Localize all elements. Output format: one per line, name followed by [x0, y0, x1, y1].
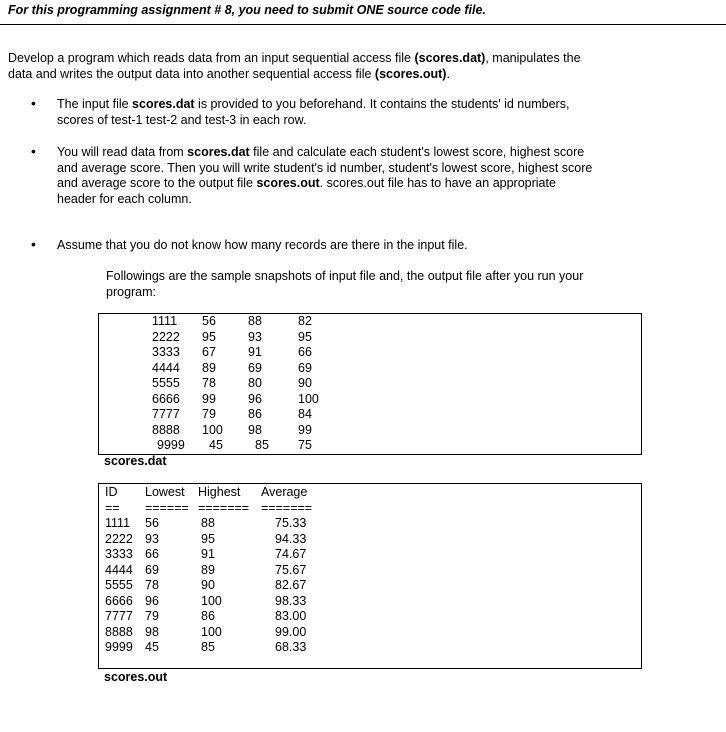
column-header: ID [105, 485, 118, 499]
output-data-cell: 6666 [105, 593, 133, 608]
input-data-cell: 78 [202, 376, 216, 390]
output-data-cell: 69 [145, 562, 159, 577]
input-filename: scores.dat [187, 145, 250, 159]
input-data-cell: 66 [298, 345, 312, 359]
input-data-cell: 93 [248, 329, 262, 344]
output-data-cell: 99.00 [275, 624, 307, 639]
output-data-cell: 86 [201, 609, 215, 623]
input-data-cell: 6666 [152, 391, 180, 406]
output-data-cell: 4444 [105, 562, 133, 577]
output-data-cell: 75.33 [275, 516, 307, 530]
header-separator: ======= [198, 500, 250, 515]
output-data-cell: 66 [145, 547, 159, 561]
bullet-text: You will read data from [57, 145, 188, 159]
bullet-marker: • [31, 95, 36, 111]
intro-text: Develop a program which reads data from an input sequential access file [8, 51, 415, 65]
output-average-header [261, 485, 312, 516]
output-data-cell: 2222 [105, 531, 133, 546]
output-filename: (scores.out) [374, 67, 447, 81]
output-data-cell: 45 [145, 640, 159, 654]
output-data-cell: 7777 [105, 609, 133, 623]
output-data-cell: 82.67 [275, 578, 307, 592]
input-filename: scores.dat [132, 97, 195, 111]
input-data-cell: 96 [248, 391, 262, 406]
sample-intro-text: program: [106, 285, 157, 299]
output-highest-header [198, 485, 249, 516]
input-file-caption: scores.dat [104, 454, 167, 468]
input-data-cell: 79 [202, 407, 216, 421]
input-id-column [152, 314, 185, 454]
input-data-cell: 99 [298, 422, 312, 437]
output-data-cell: 91 [201, 547, 215, 561]
input-file-snapshot [98, 313, 642, 455]
sample-intro [106, 268, 583, 300]
output-id-header [105, 485, 120, 516]
input-filename: (scores.dat) [414, 51, 486, 65]
bullet-text: is provided to you beforehand. It contains the students' id numbers, [194, 97, 570, 111]
output-average-column [275, 516, 306, 656]
intro-paragraph [8, 50, 581, 82]
bullet-text: file and calculate each student's lowest score, highest score [249, 145, 585, 159]
output-data-cell: 93 [145, 531, 159, 546]
input-data-cell: 69 [248, 360, 262, 375]
output-data-cell: 78 [145, 578, 159, 592]
output-lowest-column [145, 516, 159, 656]
output-data-cell: 95 [201, 531, 215, 546]
title-divider [0, 24, 726, 25]
output-data-cell: 9999 [105, 640, 133, 654]
output-data-cell: 98.33 [275, 593, 307, 608]
output-file-caption: scores.out [104, 670, 168, 684]
input-data-cell: 8888 [152, 422, 180, 437]
output-data-cell: 100 [201, 593, 222, 608]
input-data-cell: 75 [298, 438, 312, 452]
output-data-cell: 83.00 [275, 609, 307, 623]
column-header: Highest [198, 485, 241, 499]
input-test1-column [202, 314, 223, 454]
input-data-cell: 45 [209, 438, 223, 452]
output-id-column [105, 516, 133, 656]
input-data-cell: 95 [298, 329, 312, 344]
bullet-item-processing [57, 145, 592, 207]
input-data-cell: 67 [202, 345, 216, 359]
input-data-cell: 69 [298, 360, 312, 375]
output-data-cell: 74.67 [275, 547, 307, 561]
input-data-cell: 4444 [152, 360, 180, 375]
header-separator: == [105, 500, 120, 515]
input-data-cell: 56 [202, 314, 216, 328]
input-data-cell: 80 [248, 376, 262, 390]
input-data-cell: 99 [202, 391, 216, 406]
output-data-cell: 5555 [105, 578, 133, 592]
output-data-cell: 8888 [105, 624, 133, 639]
intro-text: . [446, 67, 450, 81]
input-data-cell: 95 [202, 329, 216, 344]
output-data-cell: 68.33 [275, 640, 307, 654]
output-data-cell: 79 [145, 609, 159, 623]
bullet-text: scores of test-1 test-2 and test-3 in each row. [57, 112, 307, 127]
bullet-text: Assume that you do not know how many records are there in the input file. [57, 238, 468, 252]
input-data-cell: 89 [202, 360, 216, 375]
column-header: Average [261, 485, 308, 499]
output-data-cell: 96 [145, 593, 159, 608]
output-data-cell: 94.33 [275, 531, 307, 546]
intro-text: , manipulates the [485, 51, 581, 65]
output-data-cell: 85 [201, 640, 215, 654]
header-separator: ====== [145, 500, 189, 515]
output-data-cell: 98 [145, 624, 159, 639]
output-file-snapshot [98, 483, 642, 669]
input-data-cell: 82 [298, 314, 312, 328]
output-data-cell: 56 [145, 516, 159, 530]
bullet-item-unknown-records [57, 238, 468, 254]
output-data-cell: 75.67 [275, 562, 307, 577]
input-data-cell: 91 [248, 345, 262, 359]
output-data-cell: 3333 [105, 547, 133, 561]
bullet-marker: • [31, 236, 36, 252]
bullet-marker: • [31, 143, 36, 159]
input-data-cell: 5555 [152, 376, 180, 390]
bullet-text: and average score to the output file [57, 176, 257, 190]
output-data-cell: 90 [201, 578, 215, 592]
output-data-cell: 89 [201, 562, 215, 577]
input-data-cell: 3333 [152, 345, 180, 359]
output-highest-column [201, 516, 222, 656]
input-data-cell: 98 [248, 422, 262, 437]
input-test2-column [248, 314, 269, 454]
bullet-text: header for each column. [57, 191, 192, 206]
bullet-item-input-file [57, 97, 569, 128]
input-data-cell: 9999 [157, 438, 185, 452]
input-data-cell: 7777 [152, 407, 180, 421]
assignment-title: For this programming assignment # 8, you need to submit ONE source code file. [8, 3, 486, 17]
input-data-cell: 100 [202, 422, 223, 437]
input-data-cell: 100 [298, 391, 319, 406]
output-data-cell: 100 [201, 624, 222, 639]
column-header: Lowest [145, 485, 185, 499]
output-lowest-header [145, 485, 189, 516]
input-test3-column [298, 314, 319, 454]
output-filename: scores.out [256, 176, 320, 190]
bullet-text: and average score. Then you will write student's id number, student's lowest score, highest score [57, 160, 593, 175]
input-data-cell: 88 [248, 314, 262, 328]
output-data-cell: 88 [201, 516, 215, 530]
bullet-text: . scores.out file has to have an appropriate [319, 176, 556, 190]
input-data-cell: 86 [248, 407, 262, 421]
header-separator: ======= [261, 500, 313, 515]
input-data-cell: 90 [298, 376, 312, 390]
input-data-cell: 84 [298, 407, 312, 421]
bullet-text: The input file [57, 97, 133, 111]
input-data-cell: 85 [255, 438, 269, 452]
input-data-cell: 2222 [152, 329, 180, 344]
output-data-cell: 1111 [105, 516, 131, 530]
intro-text: data and writes the output data into another sequential access file [8, 67, 375, 81]
sample-intro-text: Followings are the sample snapshots of input file and, the output file after you run your [106, 269, 584, 283]
input-data-cell: 1111 [152, 314, 178, 328]
